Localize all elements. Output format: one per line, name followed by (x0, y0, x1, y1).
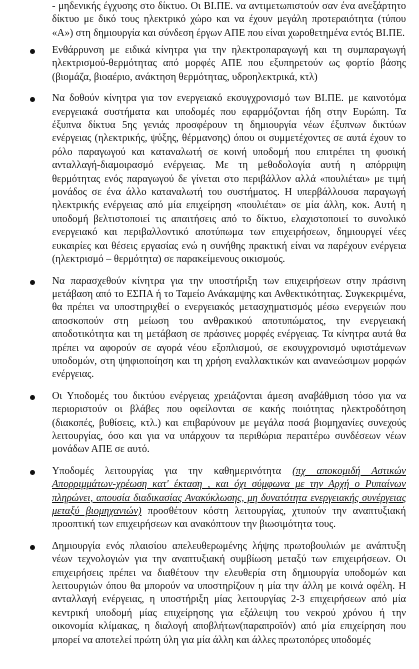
bullet-text-before: Υποδομές λειτουργίας για την καθημερινότητα (52, 465, 293, 477)
bullet-text: Να παρασχεθούν κίνητρα για την υποστήριξη των επιχειρήσεων στην πράσινη μετάβαση από το ΕΣΠΑ ή το Ταμείο Ανάκαμψης και Ανθεκτικότητας. Συγκεκριμένα, θα πρέπει να υποστηριχθεί ο ενεργειακός μετασχηματισμός μέσω ενεργειών που αποσκοπούν στη μείωση του ανθρακικού αποτυπώματος, την ενεργειακή αποδοτικότητα και τη μετάβαση σε πράσινες μορφές ενέργειας. Τα κίνητρα αυτά θα πρέπει να αφορούν σε αγορά νέου εξοπλισμού, σε εκσυγχρονισμό υφιστάμενων υποδομών, στη ψηφιοποίηση και τη χρήση εναλλακτικών και ανανεώσιμων μορφών ενέργειας. (52, 275, 406, 381)
bullet-item (0, 275, 419, 382)
bullet-list (0, 44, 419, 655)
bullet-item (0, 465, 419, 532)
bullet-text: Οι Υποδομές του δικτύου ενέργειας χρειάζονται άμεση αναβάθμιση τόσο για να περιοριστούν οι βλάβες που οφείλονται σε κακής ποιότητας ηλεκτροδότηση (διακοπές, βυθίσεις, κτλ.) και επιβαρύνουν με μεγάλα ποσά βιομηχανίες συνεχούς λειτουργίας, όσο και για να υπάρχουν τα περιθώρια περαιτέρω συνδέσεων νέων μονάδων ΑΠΕ σε αυτό. (52, 390, 406, 456)
bullet-dot-icon (30, 545, 35, 550)
bullet-text: Να δοθούν κίνητρα για τον ενεργειακό εκσυγχρονισμό των ΒΙ.ΠΕ. με καινοτόμα ενεργειακά συστήματα και υποδομές που εφαρμόζονται ήδη στην Ευρώπη. Τα έξυπνα δίκτυα 5ης γενιάς προσφέρουν τη δημιουργία νέων έξυπνων δικτύων ενέργειας (ηλεκτρικής, ψύξης, θέρμανσης) όπου οι συμμετέχοντες σε αυτά έχουν το ρόλο παραγωγού και καταναλωτή σε κοινή υποδομή που επιτρέπει τη φυσική ανταλλαγή-διαμοιρασμό ενέργειας. Με τη μεθοδολογία αυτή η απόρριψη θερμότητας ενός παραγωγού δε γίνεται στο περιβάλλον αλλά «πουλιέται» με τιμή μονάδος σε ένα άλλο καταναλωτή του συστήματος. Η υπερβάλλουσα παραγωγή ηλεκτρικής ενέργειας από μία επιχείρηση «πουλιέται» σε μία άλλη, κοκ. Αυτή η υποδομή βελτιστοποιεί τις απαιτήσεις από το δίκτυο, ελαχιστοποιεί το συνολικό ενεργειακό και περιβαλλοντικό αποτύπωμα των επιχειρήσεων, δημιουργεί νέες ευκαιρίες και θέσεις εργασίας ενώ η συνήθης πρακτική είναι να παρέχουν ενέργεια (ηλεκτρισμό – θερμότητα) σε παρακείμενους οικισμούς. (52, 93, 406, 266)
bullet-text: Ενθάρρυνση με ειδικά κίνητρα για την ηλεκτροπαραγωγή και τη συμπαραγωγή ηλεκτρισμού-θερμότητας από μορφές ΑΠΕ που εξυπηρετούν ως φορτίο βάσης (βιομάζα, βιοαέριο, ανάκτηση θερμότητας, υδροηλεκτρικά, κτλ) (52, 45, 406, 83)
bullet-dot-icon (30, 97, 35, 102)
bullet-item (0, 390, 419, 457)
intro-paragraph: - μηδενικής έγχυσης στο δίκτυο. Οι ΒΙ.ΠΕ. να αντιμετωπιστούν σαν ένα ανεξάρτητο δίκτυο με δικό τους ηλεκτρικό χώρο και να έχουν μεγάλη προτεραιότητα (τύπου «Α») στη δημιουργία και σύνδεση έργων ΑΠΕ που είναι χωροθετημένα εντός ΒΙ.ΠΕ. (52, 1, 406, 39)
bullet-dot-icon (30, 470, 35, 475)
bullet-dot-icon (30, 395, 35, 400)
underlined-example-text: (πχ αποκομιδή Αστικών Απορριμμάτων-χρέωση κατ' έκταση , και όχι σύμφωνα με την Αρχή ο Ρυπαίνων πληρώνει, απουσία διαδικασίας Ανακύκλωσης, μη δυνατότητα ενεργειακής συνέργειας μεταξύ βιομηχανιών) (52, 465, 407, 517)
bullet-item (0, 92, 419, 266)
bullet-dot-icon (30, 49, 35, 54)
bullet-text-after: προσθέτουν κόστη λειτουργίας, χτυπούν την αναπτυξιακή προοπτική των επιχειρήσεων και ανακόπτουν την βιωσιμότητα τους. (52, 506, 407, 531)
bullet-text: Δημιουργία ενός πλαισίου απελευθερωμένης λήψης πρωτοβουλιών με ανάπτυξη νέων τεχνολογιών για την αναπτυξιακή συμβίωση μεταξύ των επιχειρήσεων. Οι επιχειρήσεις πρέπει να διαθέτουν την ελευθερία στη δημιουργία υποδομών και λειτουργιών όπου θα μπορούν να υποστηρίζουν η μία την άλλη με κοινά οφέλη. Η ανταλλαγή ενέργειας, η υποστήριξη μίας λειτουργίας 2-3 επιχειρήσεων από μία κεντρική υποδομή μίας επιχείρησης για εξάλειψη του νεκρού χρόνου ή την οικονομία κλίμακας, η διαλογή αποβλήτων(παραπροϊόν) από μία επιχείρηση που μπορεί να αποτελεί πρώτη ύλη για μία άλλη και άλλες πρωτοπόρες υποδομές (52, 540, 406, 646)
bullet-dot-icon (30, 280, 35, 285)
bullet-item (0, 540, 419, 647)
bullet-item (0, 44, 419, 84)
